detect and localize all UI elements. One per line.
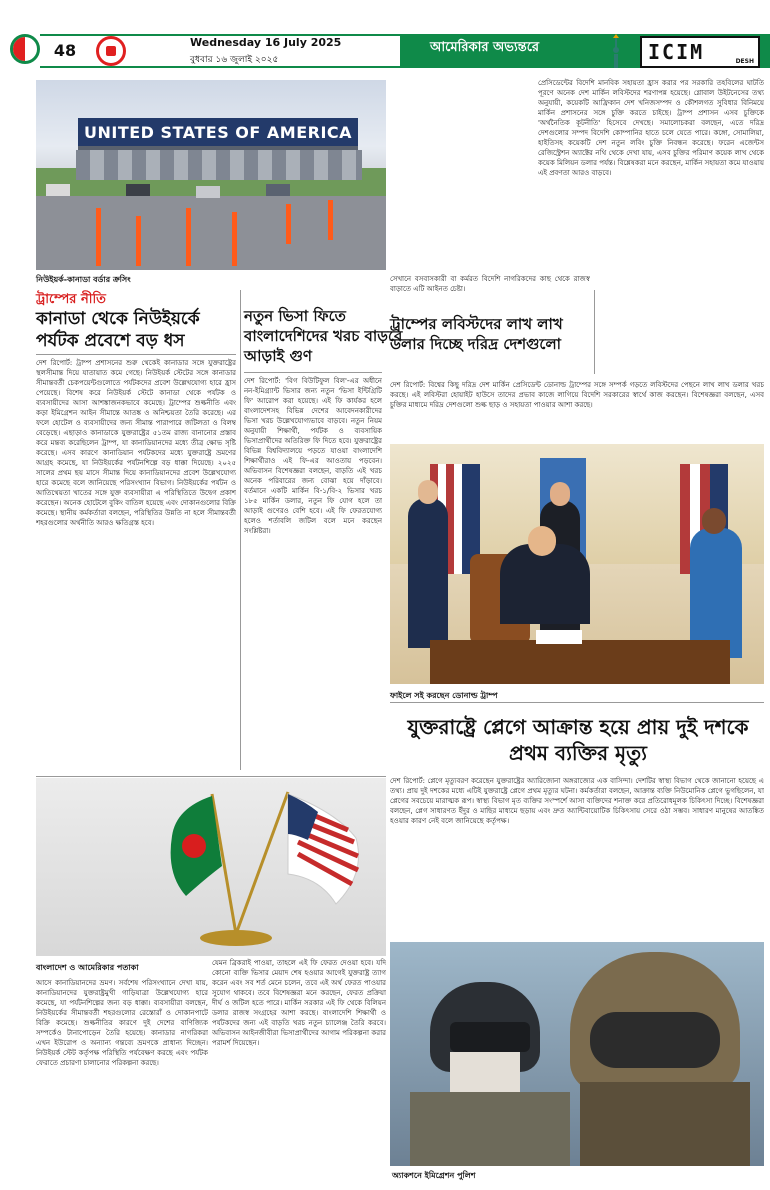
border-crossing-photo [36,80,386,270]
right-column-body: প্রেসিডেন্টের বিদেশি মানবিক সহায়তা হ্রাস করার পর সরকারি তহবিলের ঘাটতি পূরণে অনেক দেশ মার্কিন লবিস্টদের শরণাপন্ন হয়েছে। গ্লোবাল উইটনেসের তথ্য অনুযায়ী, কয়েকটি আফ্রিকান দেশ খনিজসম্পদ ও কৌশলগত সুবিধার বিনিময়ে মার্কিন প্রশাসনের সঙ্গে চুক্তি করতে চাইছে। ট্রাম্প প্রশাসন এসব চুক্তিকে 'অর্থনৈতিক কূটনীতি' হিসেবে দেখছে। সমালোচকরা বলছেন, এতে দরিদ্র দেশগুলোর সম্পদ বিদেশি কোম্পানির হাতে চলে যেতে পারে। কঙ্গো, সোমালিয়া, হাইতিসহ কয়েকটি দেশ নতুন লবিং চুক্তি নিবন্ধন করেছে। ফরেন এজেন্টস রেজিস্ট্রেশন অ্যাক্টের নথি থেকে দেখা যায়, এসব চুক্তির পরিমাণ কয়েক লাখ থেকে কয়েক মিলিয়ন ডলার পর্যন্ত। বিশ্লেষকরা মনে করছেন, মার্কিন সহায়তা কমে যাওয়ায় এই প্রবণতা আরও বাড়বে। [538,79,764,177]
flag-logo-icon [96,36,126,66]
article1-headline: কানাডা থেকে নিউইয়র্কে পর্যটক প্রবেশে বড় ধস [36,309,200,351]
brand-subtitle: DESH [735,58,754,65]
date-english: Wednesday 16 July 2025 [190,36,342,49]
page-number: 48 [42,36,88,66]
flags-photo-caption: বাংলাদেশ ও আমেরিকার পতাকা [36,963,139,972]
article4-headline: যুক্তরাষ্ট্রে প্লেগে আক্রান্ত হয়ে প্রায় দুই দশকে প্রথম ব্যক্তির মৃত্যু [407,715,749,765]
statue-of-liberty-icon [608,34,624,68]
bottom-mid-body: যেমন ব্রিকরাই পাওয়া, তাহলে এই ফি ফেরত দেওয়া হবে। যদি কোনো ব্যক্তি ভিসার মেয়াদ শেষ হওয়ার আগেই যুক্তরাষ্ট্র ত্যাগ করেন এবং সব শর্ত মেনে চলেন, তবে এই অর্থ ফেরত পাওয়ার সুযোগ থাকবে। তবে বিশেষজ্ঞরা মনে করছেন, ফেরত প্রক্রিয়া দীর্ঘ ও জটিল হতে পারে। মার্কিন সরকার এই ফি থেকে বিলিয়ন ডলার রাজস্ব সংগ্রহের আশা করছে। বাংলাদেশি শিক্ষার্থী ও পর্যটকদের জন্য এই বাড়তি খরচ নতুন চ্যালেঞ্জ তৈরি করবে। অভিবাসন আইনজীবীরা ভিসাপ্রার্থীদের আগাম পরিকল্পনা করার পরামর্শ দিয়েছেন। [212,959,386,1047]
trump-signing-photo [390,444,764,684]
immigration-photo-caption: অ্যাকশনে ইমিগ্রেশন পুলিশ [392,1171,476,1180]
page-header [0,0,770,72]
article3-body: দেশ রিপোর্ট: বিশ্বের কিছু দরিদ্র দেশ মার্কিন প্রেসিডেন্ট ডোনাল্ড ট্রাম্পের সঙ্গে সম্পর্ক গড়তে লবিস্টদের পেছনে লাখ লাখ ডলার খরচ করছে। এই লবিস্টরা হোয়াইট হাউসে তাদের প্রভাব কাজে লাগিয়ে বিদেশি সরকারের স্বার্থে কাজ করছেন। বিশেষজ্ঞরা বলছেন, এসব চুক্তির মাধ্যমে দরিদ্র দেশগুলো শুল্ক ছাড় ও সহায়তা পাওয়ার আশা করছে। [390,381,764,409]
article3-headline: ট্রাম্পের লবিস্টদের লাখ লাখ ডলার দিচ্ছে দরিদ্র দেশগুলো [390,315,563,353]
brand-name: ICIM [648,40,705,64]
border-sign: UNITED STATES OF AMERICA [84,123,353,142]
trump-photo-caption: ফাইলে সই করছেন ডোনাল্ড ট্রাম্প [390,691,498,700]
top-photo-caption: নিউইয়র্ক-কানাডা বর্ডার ক্রসিং [36,275,131,284]
article1-body: দেশ রিপোর্ট: ট্রাম্প প্রশাসনের শুরু থেকেই কানাডার সঙ্গে যুক্তরাষ্ট্রের স্থলসীমান্ত দিয়ে যাতায়াত কমে গেছে। নিউইয়র্ক স্টেটের সঙ্গে কানাডার সীমান্তবর্তী চেকপয়েন্টগুলোতে পর্যটকদের প্রবেশ উল্লেখযোগ্য হারে হ্রাস পেয়েছে। বিশেষ করে নিউইয়র্ক স্টেটে কানাডা থেকে পর্যটক ও ব্যবসায়ীদের আসা আশঙ্কাজনকভাবে কমেছে। ট্রাম্পের শুল্কনীতি এবং কড়া ইমিগ্রেশন আইন সীমান্তে আতঙ্ক ও অনিশ্চয়তা তৈরি করেছে। এর ফলে হোটেল ও ব্যবসায়ীদের জন্য সীমান্ত পারাপারে জটিলতা ও বিলম্ব বেড়েছে। এছাড়াও কানাডাকে যুক্তরাষ্ট্রের ৫১তম রাজ্য বানানোর প্রস্তাব করে মন্তব্য করেছিলেন ট্রাম্প, যা কানাডিয়ানদের মধ্যে তীব্র ক্ষোভ সৃষ্টি করেছে। এসব কারণে কানাডিয়ান পর্যটকদের মধ্যে যুক্তরাষ্ট্রে ভ্রমণের আগ্রহ কমেছে, যা নিউইয়র্কের পর্যটনশিল্পে বড় ধাক্কা দিয়েছে। ২০২৫ সালের প্রথম ছয় মাসে সীমান্ত দিয়ে কানাডিয়ানদের প্রবেশ উল্লেখযোগ্য হারে কমেছে বলে জানিয়েছে পরিসংখ্যান বিভাগ। নিউইয়র্কের পর্যটন ও আতিথেয়তা খাতের সঙ্গে যুক্ত ব্যবসায়ীরা এ পরিস্থিতিতে উদ্বেগ প্রকাশ করেছেন। অনেক হোটেলে বুকিং বাতিল হয়েছে এবং দোকানগুলোর বিক্রি কমেছে। স্থানীয় কর্মকর্তারা বলছেন, পরিস্থিতির উন্নতি না হলে সীমান্তবর্তী শহরগুলোর অর্থনীতি আরও ক্ষতিগ্রস্ত হবে। [36,359,236,527]
bottom-left-body: আসে কানাডিয়ানদের ভ্রমণ। সর্বশেষ পরিসংখ্যানে দেখা যায়, কানাডিয়ানদের যুক্তরাষ্ট্রমুখী গাড়িযাত্রা উল্লেখযোগ্য হারে কমেছে, যা পর্যটনশিল্পের জন্য বড় ধাক্কা। ব্যবসায়ীরা বলছেন, নিউইয়র্কের সীমান্তবর্তী শহরগুলোর রেস্তোরাঁ ও দোকানপাটে বিক্রি কমেছে। শুল্কনীতির কারণে দুই দেশের বাণিজ্যিক সম্পর্কেও টানাপোড়েন তৈরি হয়েছে। কানাডার নাগরিকরা এখন ইউরোপ ও অন্যান্য গন্তব্যে ভ্রমণকে প্রাধান্য দিচ্ছেন। নিউইয়র্ক স্টেট কর্তৃপক্ষ পরিস্থিতি পর্যবেক্ষণ করছে এবং পর্যটক ফেরাতে প্রচারণা চালানোর পরিকল্পনা করছে। [36,979,208,1067]
article4-body: দেশ রিপোর্ট: প্লেগে মৃত্যুবরণ করেছেন যুক্তরাষ্ট্রের অ্যারিজোনা অঙ্গরাজ্যের এক বাসিন্দা। দেশটির স্বাস্থ্য বিভাগ থেকে জানানো হয়েছে এ তথ্য। প্রায় দুই দশকের মধ্যে এটিই যুক্তরাষ্ট্রে প্লেগে প্রথম মৃত্যুর ঘটনা। কর্মকর্তারা বলছেন, আক্রান্ত ব্যক্তি নিউমোনিক প্লেগে ভুগছিলেন, যা প্লেগের সবচেয়ে মারাত্মক রূপ। স্বাস্থ্য বিভাগ মৃত ব্যক্তির সংস্পর্শে আসা ব্যক্তিদের শনাক্ত করে প্রতিরোধমূলক চিকিৎসা দিচ্ছে। বিশেষজ্ঞরা বলছেন, প্লেগ সাধারণত ইঁদুর ও মাছির মাধ্যমে ছড়ায় এবং দ্রুত অ্যান্টিবায়োটিক চিকিৎসায় সেরে ওঠা সম্ভব। সাধারণ মানুষের আতঙ্কিত হওয়ার কারণ নেই বলে জানিয়েছে কর্তৃপক্ষ। [390,777,764,825]
brand-logo-icon [10,34,40,64]
flags-photo [36,778,386,956]
section-title: আমেরিকার অভ্যন্তরে [430,40,540,55]
brand-logo [640,36,760,68]
date-bangla: বুধবার ১৬ জুলাই ২০২৫ [190,55,279,65]
immigration-police-photo [390,942,764,1166]
article3-lead: সেখানে বসবাসকারী বা কর্মরত বিদেশি নাগরিকদের কাছ থেকে রাজস্ব বাড়াতে এটি আইনত চেষ্টা। [390,275,590,293]
article1-kicker: ট্রাম্পের নীতি [36,292,106,307]
article2-body: দেশ রিপোর্ট: 'বিগ বিউটিফুল বিল'-এর অধীনে নন-ইমিগ্র্যান্ট ভিসার জন্য নতুন 'ভিসা ইন্টিগ্রিটি ফি' আরোপ করা হয়েছে। এই ফি কার্যকর হলে বাংলাদেশসহ বিভিন্ন দেশের আবেদনকারীদের ভিসা খরচ উল্লেখযোগ্যভাবে বাড়বে। নতুন নিয়ম অনুযায়ী শিক্ষার্থী, পর্যটক ও ব্যবসায়িক ভিসাপ্রার্থীদের অতিরিক্ত ফি দিতে হবে। যুক্তরাষ্ট্রের বিভিন্ন বিশ্ববিদ্যালয়ে পড়তে যাওয়া বাংলাদেশি শিক্ষার্থীরাও এই ফি-এর আওতায় পড়বেন। অভিবাসন বিশেষজ্ঞরা বলছেন, বাড়তি এই খরচ অনেক পরিবারের জন্য বোঝা হয়ে দাঁড়াবে। বর্তমানে একটি মার্কিন বি-১/বি-২ ভিসার খরচ ১৮৫ মার্কিন ডলার, নতুন ফি যোগ হলে তা আড়াই গুণেরও বেশি হবে। এই ফি ফেরতযোগ্য হলেও শর্তাবলি জটিল বলে মনে করছেন সংশ্লিষ্টরা। [244,377,382,535]
article2-headline: নতুন ভিসা ফিতে বাংলাদেশিদের খরচ বাড়বে আড়াই গুণ [244,307,403,365]
